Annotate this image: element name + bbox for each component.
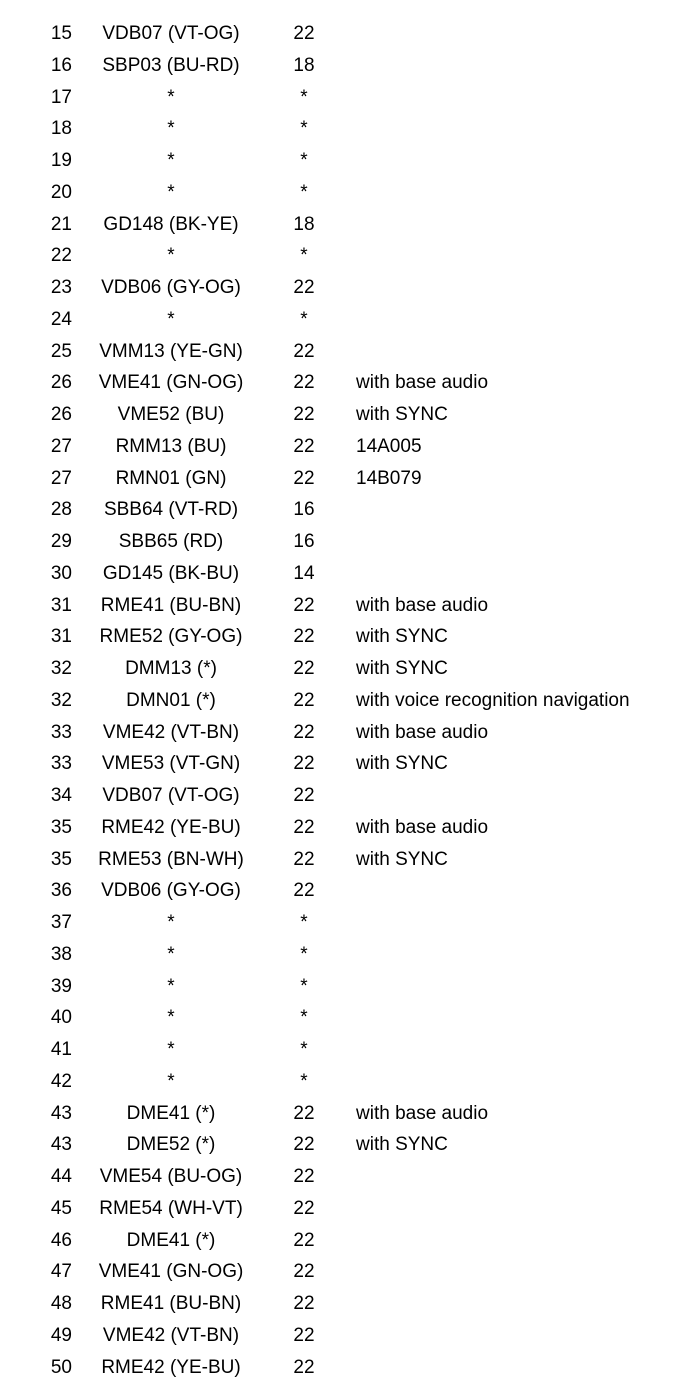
pin-number: 17 <box>50 86 72 108</box>
circuit-id: VME41 (GN-OG) <box>98 372 244 394</box>
circuit-id: RME53 (BN-WH) <box>98 848 244 870</box>
pin-number: 38 <box>50 943 72 965</box>
pin-number: 41 <box>50 1039 72 1060</box>
circuit-note: with SYNC <box>356 626 448 648</box>
wire-gauge: 22 <box>293 721 315 743</box>
pin-number: 35 <box>50 848 72 870</box>
wire-gauge: 22 <box>293 594 315 616</box>
circuit-id: VME53 (VT-GN) <box>101 753 241 775</box>
wire-gauge: * <box>300 245 308 267</box>
circuit-id: * <box>167 1070 175 1092</box>
circuit-id: GD148 (BK-YE) <box>103 213 239 235</box>
circuit-id: RME41 (BU-BN) <box>100 594 242 616</box>
circuit-note: with base audio <box>356 721 489 743</box>
pin-number: 49 <box>50 1324 72 1346</box>
circuit-note: with SYNC <box>356 658 448 679</box>
circuit-id: * <box>167 150 175 171</box>
pin-number: 46 <box>50 1229 72 1251</box>
table-row <box>0 1034 688 1066</box>
wire-gauge: 22 <box>293 435 315 457</box>
table-row <box>0 812 688 844</box>
circuit-id: VME41 (GN-OG) <box>98 1261 244 1283</box>
circuit-note: 14B079 <box>356 467 422 489</box>
circuit-id: VME42 (VT-BN) <box>102 721 240 743</box>
circuit-note: with base audio <box>356 1102 489 1124</box>
circuit-id: VME52 (BU) <box>117 404 225 425</box>
table-row <box>0 1225 688 1257</box>
table-row <box>0 1320 688 1352</box>
circuit-id: RME42 (YE-BU) <box>101 1356 241 1378</box>
circuit-id: RME54 (WH-VT) <box>99 1197 243 1219</box>
wire-gauge: 22 <box>293 1324 315 1346</box>
wire-gauge: * <box>300 975 308 997</box>
table-row <box>0 907 688 939</box>
wire-gauge: 22 <box>293 1166 315 1187</box>
wire-gauge: * <box>300 1007 308 1029</box>
table-row <box>0 113 688 145</box>
circuit-id: DME41 (*) <box>126 1102 216 1124</box>
pin-number: 31 <box>50 626 72 648</box>
circuit-note: with SYNC <box>356 848 448 870</box>
wire-gauge: 22 <box>293 404 315 425</box>
pin-number: 19 <box>50 150 72 171</box>
wire-gauge: * <box>300 1070 308 1092</box>
pin-number: 31 <box>50 594 72 616</box>
table-row <box>0 145 688 177</box>
pin-number: 21 <box>50 213 72 235</box>
table-row <box>0 1288 688 1320</box>
wire-gauge: 22 <box>293 1261 315 1283</box>
table-row <box>0 653 688 685</box>
wire-gauge: 22 <box>293 785 315 806</box>
pin-number: 37 <box>50 912 72 933</box>
pin-number: 26 <box>50 404 72 425</box>
pin-number: 27 <box>50 467 72 489</box>
circuit-id: RMM13 (BU) <box>115 435 227 457</box>
pin-number: 36 <box>50 880 72 902</box>
wire-gauge: * <box>300 912 308 933</box>
table-row <box>0 50 688 82</box>
wire-gauge: 16 <box>293 499 315 521</box>
wire-gauge: 22 <box>293 658 315 679</box>
circuit-note: with voice recognition navigation <box>356 689 630 711</box>
pin-number: 20 <box>50 181 72 203</box>
pin-table <box>0 18 688 1383</box>
wire-gauge: 22 <box>293 1102 315 1124</box>
circuit-id: DMN01 (*) <box>126 689 216 711</box>
pin-number: 40 <box>50 1007 72 1029</box>
circuit-id: VMM13 (YE-GN) <box>99 340 243 362</box>
pin-number: 26 <box>50 372 72 394</box>
wire-gauge: * <box>300 943 308 965</box>
circuit-note: with base audio <box>356 816 489 838</box>
table-row <box>0 685 688 717</box>
table-row <box>0 18 688 50</box>
circuit-id: * <box>167 245 175 267</box>
circuit-id: RME42 (YE-BU) <box>101 816 241 838</box>
circuit-id: * <box>167 86 175 108</box>
table-row <box>0 367 688 399</box>
circuit-id: SBP03 (BU-RD) <box>102 54 240 76</box>
pin-number: 15 <box>50 23 72 44</box>
wire-gauge: 22 <box>293 816 315 838</box>
circuit-id: * <box>167 912 175 933</box>
wire-gauge: 22 <box>293 753 315 775</box>
pin-number: 48 <box>50 1293 72 1314</box>
circuit-id: * <box>167 308 175 330</box>
pin-number: 33 <box>50 721 72 743</box>
wire-gauge: 22 <box>293 880 315 902</box>
table-row <box>0 590 688 622</box>
table-row <box>0 558 688 590</box>
wire-gauge: 22 <box>293 340 315 362</box>
circuit-note: with SYNC <box>356 1134 448 1156</box>
circuit-id: * <box>167 1039 175 1060</box>
table-row <box>0 399 688 431</box>
pin-number: 28 <box>50 499 72 521</box>
table-row <box>0 494 688 526</box>
circuit-note: 14A005 <box>356 435 422 457</box>
wire-gauge: 22 <box>293 1197 315 1219</box>
pin-number: 44 <box>50 1166 72 1187</box>
wire-gauge: 22 <box>293 23 315 44</box>
wire-gauge: 22 <box>293 372 315 394</box>
table-row <box>0 875 688 907</box>
table-row <box>0 526 688 558</box>
circuit-id: * <box>167 118 175 140</box>
wire-gauge: 16 <box>293 531 315 552</box>
pin-number: 29 <box>50 531 72 552</box>
circuit-id: RME41 (BU-BN) <box>100 1293 242 1314</box>
wire-gauge: 22 <box>293 467 315 489</box>
circuit-id: SBB65 (RD) <box>118 531 224 552</box>
circuit-id: DME41 (*) <box>126 1229 216 1251</box>
pin-number: 50 <box>50 1356 72 1378</box>
circuit-id: * <box>167 943 175 965</box>
table-row <box>0 1352 688 1384</box>
circuit-note: with SYNC <box>356 753 448 775</box>
wire-gauge: * <box>300 181 308 203</box>
pin-number: 25 <box>50 340 72 362</box>
table-row <box>0 431 688 463</box>
wire-gauge: 22 <box>293 277 315 298</box>
wire-gauge: 22 <box>293 626 315 648</box>
circuit-id: RMN01 (GN) <box>115 467 227 489</box>
circuit-id: VDB07 (VT-OG) <box>102 785 240 806</box>
pin-number: 43 <box>50 1134 72 1156</box>
table-row <box>0 336 688 368</box>
table-row <box>0 1098 688 1130</box>
table-row <box>0 939 688 971</box>
circuit-id: VME54 (BU-OG) <box>99 1166 243 1187</box>
circuit-id: * <box>167 975 175 997</box>
wire-gauge: 22 <box>293 689 315 711</box>
pin-number: 39 <box>50 975 72 997</box>
pin-number: 32 <box>50 689 72 711</box>
pin-number: 35 <box>50 816 72 838</box>
circuit-id: RME52 (GY-OG) <box>99 626 243 648</box>
circuit-note: with base audio <box>356 372 489 394</box>
circuit-id: * <box>167 181 175 203</box>
table-row <box>0 1066 688 1098</box>
wire-gauge: 22 <box>293 1356 315 1378</box>
pin-number: 22 <box>50 245 72 267</box>
table-row <box>0 1129 688 1161</box>
table-row <box>0 844 688 876</box>
circuit-note: with base audio <box>356 594 489 616</box>
pin-number: 24 <box>50 308 72 330</box>
circuit-id: DMM13 (*) <box>125 658 217 679</box>
table-row <box>0 1193 688 1225</box>
table-row <box>0 82 688 114</box>
table-row <box>0 272 688 304</box>
table-row <box>0 1256 688 1288</box>
circuit-id: VDB07 (VT-OG) <box>102 23 240 44</box>
wire-gauge: 14 <box>293 562 315 584</box>
table-row <box>0 1161 688 1193</box>
wire-gauge: * <box>300 1039 308 1060</box>
wire-gauge: 22 <box>293 848 315 870</box>
pin-number: 45 <box>50 1197 72 1219</box>
pin-number: 43 <box>50 1102 72 1124</box>
pin-number: 18 <box>50 118 72 140</box>
circuit-id: VDB06 (GY-OG) <box>101 277 241 298</box>
circuit-id: VDB06 (GY-OG) <box>101 880 241 902</box>
wire-gauge: * <box>300 118 308 140</box>
wire-gauge: 22 <box>293 1229 315 1251</box>
pin-number: 47 <box>50 1261 72 1283</box>
table-row <box>0 304 688 336</box>
wire-gauge: 22 <box>293 1293 315 1314</box>
table-row <box>0 780 688 812</box>
pin-number: 23 <box>50 277 72 298</box>
pin-number: 16 <box>50 54 72 76</box>
pin-number: 32 <box>50 658 72 679</box>
wire-gauge: * <box>300 86 308 108</box>
pin-number: 33 <box>50 753 72 775</box>
table-row <box>0 748 688 780</box>
pin-number: 42 <box>50 1070 72 1092</box>
circuit-id: DME52 (*) <box>126 1134 216 1156</box>
circuit-note: with SYNC <box>356 404 448 425</box>
table-row <box>0 240 688 272</box>
table-row <box>0 463 688 495</box>
table-row <box>0 971 688 1003</box>
table-row <box>0 621 688 653</box>
wire-gauge: * <box>300 308 308 330</box>
pin-number: 30 <box>50 562 72 584</box>
table-row <box>0 177 688 209</box>
wire-gauge: 22 <box>293 1134 315 1156</box>
wire-gauge: * <box>300 150 308 171</box>
pin-number: 27 <box>50 435 72 457</box>
circuit-id: VME42 (VT-BN) <box>102 1324 240 1346</box>
table-row <box>0 1002 688 1034</box>
table-row <box>0 717 688 749</box>
circuit-id: SBB64 (VT-RD) <box>103 499 239 521</box>
circuit-id: GD145 (BK-BU) <box>102 562 240 584</box>
wire-gauge: 18 <box>293 213 315 235</box>
circuit-id: * <box>167 1007 175 1029</box>
table-row <box>0 209 688 241</box>
pin-number: 34 <box>50 785 72 806</box>
wire-gauge: 18 <box>293 54 315 76</box>
